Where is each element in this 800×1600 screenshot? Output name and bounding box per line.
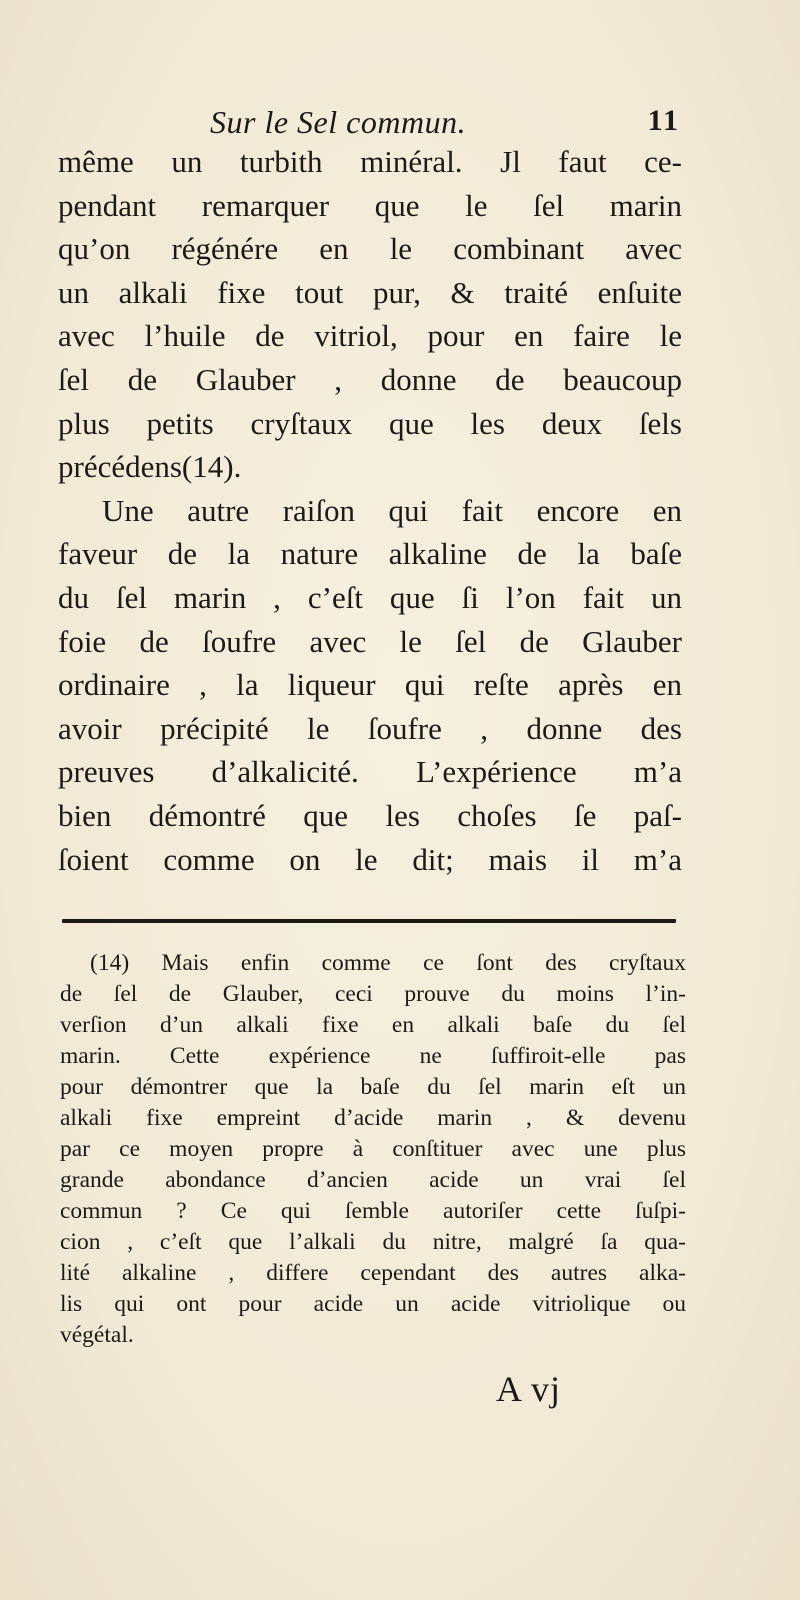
footnote-line: lité alkaline , differe cependant des autres alka- xyxy=(60,1260,686,1286)
body-line: précédens(14). xyxy=(58,449,242,485)
body-text xyxy=(58,140,682,881)
body-line: plus petits cryſtaux que les deux ſels xyxy=(58,405,682,441)
page-number: 11 xyxy=(647,104,680,137)
body-line: bien démontré que les choſes ſe paſ- xyxy=(58,797,682,833)
body-line: foie de ſoufre avec le ſel de Glauber xyxy=(58,623,682,659)
footnote-rule xyxy=(62,919,676,923)
footnote-line: par ce moyen propre à conſtituer avec une plus xyxy=(60,1136,686,1162)
footnote-line: alkali fixe empreint d’acide marin , & devenu xyxy=(60,1105,686,1131)
running-title: Sur le Sel commun. xyxy=(210,104,467,140)
body-line: même un turbith minéral. Jl faut ce- xyxy=(58,144,682,179)
body-line: ſel de Glauber , donne de beaucoup xyxy=(58,361,682,397)
footnote-line: cion , c’eſt que l’alkali du nitre, malgré ſa qua- xyxy=(60,1229,686,1255)
body-line: ordinaire , la liqueur qui reſte après en xyxy=(58,667,682,703)
footnote-line: verſion d’un alkali fixe en alkali baſe du ſel xyxy=(60,1012,686,1038)
body-line: un alkali fixe tout pur, & traité enſuite xyxy=(58,274,682,310)
body-line: ſoient comme on le dit; mais il m’a xyxy=(58,841,682,877)
page-header xyxy=(58,104,680,144)
footnote-line: pour démontrer que la baſe du ſel marin eſt un xyxy=(60,1074,686,1100)
body-line: du ſel marin , c’eſt que ſi l’on fait un xyxy=(58,579,682,615)
signature-mark: A vj xyxy=(496,1369,562,1409)
footnote-line: commun ? Ce qui ſemble autoriſer cette ſuſpi- xyxy=(60,1198,686,1224)
footnote-line: lis qui ont pour acide un acide vitriolique ou xyxy=(60,1291,686,1317)
body-line: qu’on régénére en le combinant avec xyxy=(58,231,682,267)
footnote-line: (14) Mais enfin comme ce ſont des cryſtaux xyxy=(90,950,686,976)
footnote-line: de ſel de Glauber, ceci prouve du moins l’in- xyxy=(60,981,686,1007)
footnote-line: grande abondance d’ancien acide un vrai ſel xyxy=(60,1167,686,1193)
body-line: pendant remarquer que le ſel marin xyxy=(58,187,682,223)
body-line: Une autre raiſon qui fait encore en xyxy=(102,492,682,528)
body-line: avoir précipité le ſoufre , donne des xyxy=(58,710,682,746)
footnote xyxy=(60,948,686,1351)
footnote-line: végétal. xyxy=(60,1322,134,1348)
body-line: preuves d’alkalicité. L’expérience m’a xyxy=(58,754,682,790)
body-line: avec l’huile de vitriol, pour en faire le xyxy=(58,318,682,354)
body-line: faveur de la nature alkaline de la baſe xyxy=(58,536,682,572)
footnote-line: marin. Cette expérience ne ſuffiroit-elle pas xyxy=(60,1043,686,1069)
